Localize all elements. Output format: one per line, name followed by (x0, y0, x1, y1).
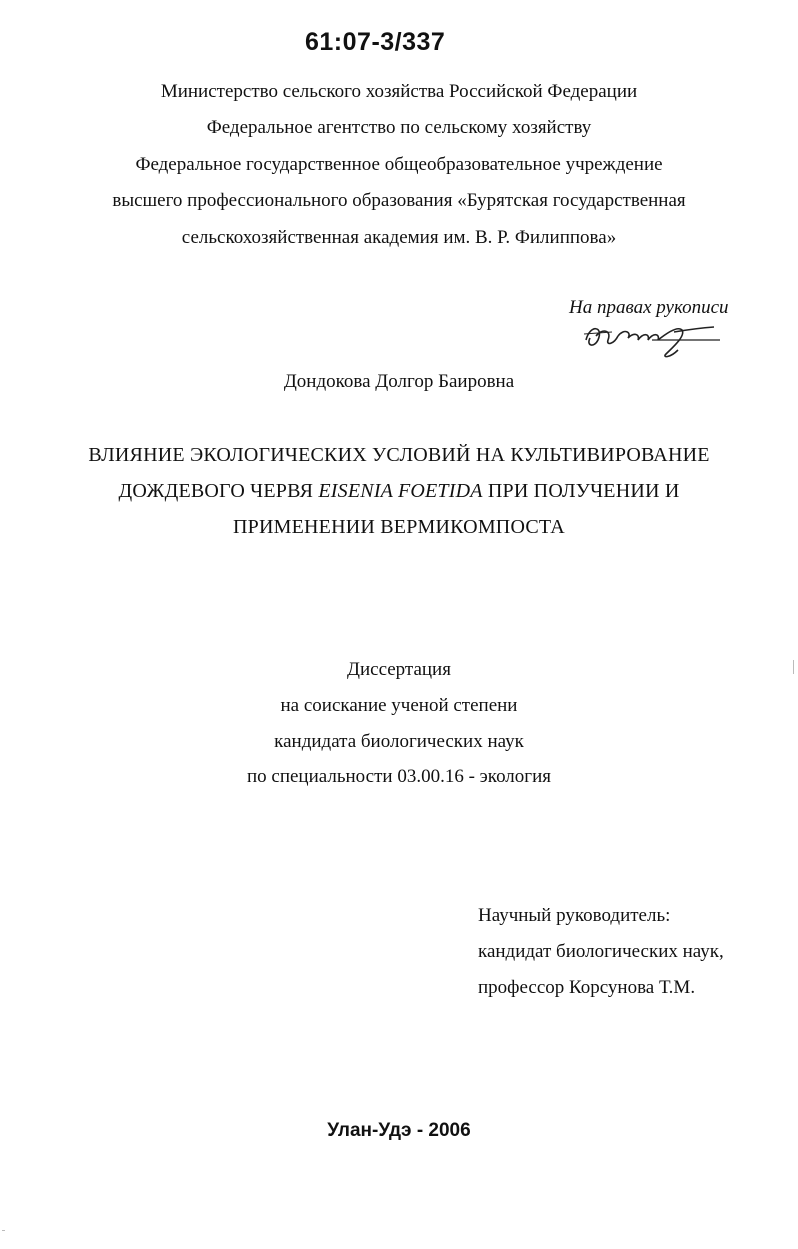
author-name: Дондокова Долгор Баировна (283, 371, 515, 392)
title-line-1: ВЛИЯНИЕ ЭКОЛОГИЧЕСКИХ УСЛОВИЙ НА КУЛЬТИВИРОВАНИЕ (88, 444, 710, 466)
specialty-line: по специальности 03.00.16 - экология (246, 766, 551, 787)
institution-line-3: сельскохозяйственная академия им. В. Р. Филиппова» (181, 227, 617, 248)
scan-artifact (2, 1230, 5, 1231)
agency-line: Федеральное агентство по сельскому хозяйству (206, 117, 592, 138)
title-line-2-pre: ДОЖДЕВОГО ЧЕРВЯ (118, 480, 319, 502)
dissertation-label: Диссертация (347, 659, 451, 680)
supervisor-degree: кандидат биологических наук, (478, 941, 724, 962)
supervisor-name: профессор Корсунова Т.М. (478, 977, 696, 998)
archive-stamp: 61:07-3/337 (305, 28, 446, 56)
title-line-2-post: ПРИ ПОЛУЧЕНИИ И (482, 480, 680, 502)
title-line-3: ПРИМЕНЕНИИ ВЕРМИКОМПОСТА (233, 516, 565, 538)
degree-line-2: кандидата биологических наук (274, 731, 524, 752)
title-line-2 (0, 478, 798, 504)
degree-line-1: на соискание ученой степени (280, 695, 518, 716)
species-name: EISENIA FOETIDA (318, 480, 483, 502)
institution-line-2: высшего профессионального образования «Бурятская государственная (112, 190, 686, 211)
scan-artifact (793, 660, 794, 674)
city-year: Улан-Удэ - 2006 (327, 1120, 471, 1141)
manuscript-note: На правах рукописи (569, 297, 729, 318)
supervisor-label: Научный руководитель: (478, 905, 671, 926)
handwritten-signature (582, 318, 722, 360)
institution-line-1: Федеральное государственное общеобразовательное учреждение (135, 154, 663, 175)
ministry-line: Министерство сельского хозяйства Российской Федерации (160, 81, 638, 102)
